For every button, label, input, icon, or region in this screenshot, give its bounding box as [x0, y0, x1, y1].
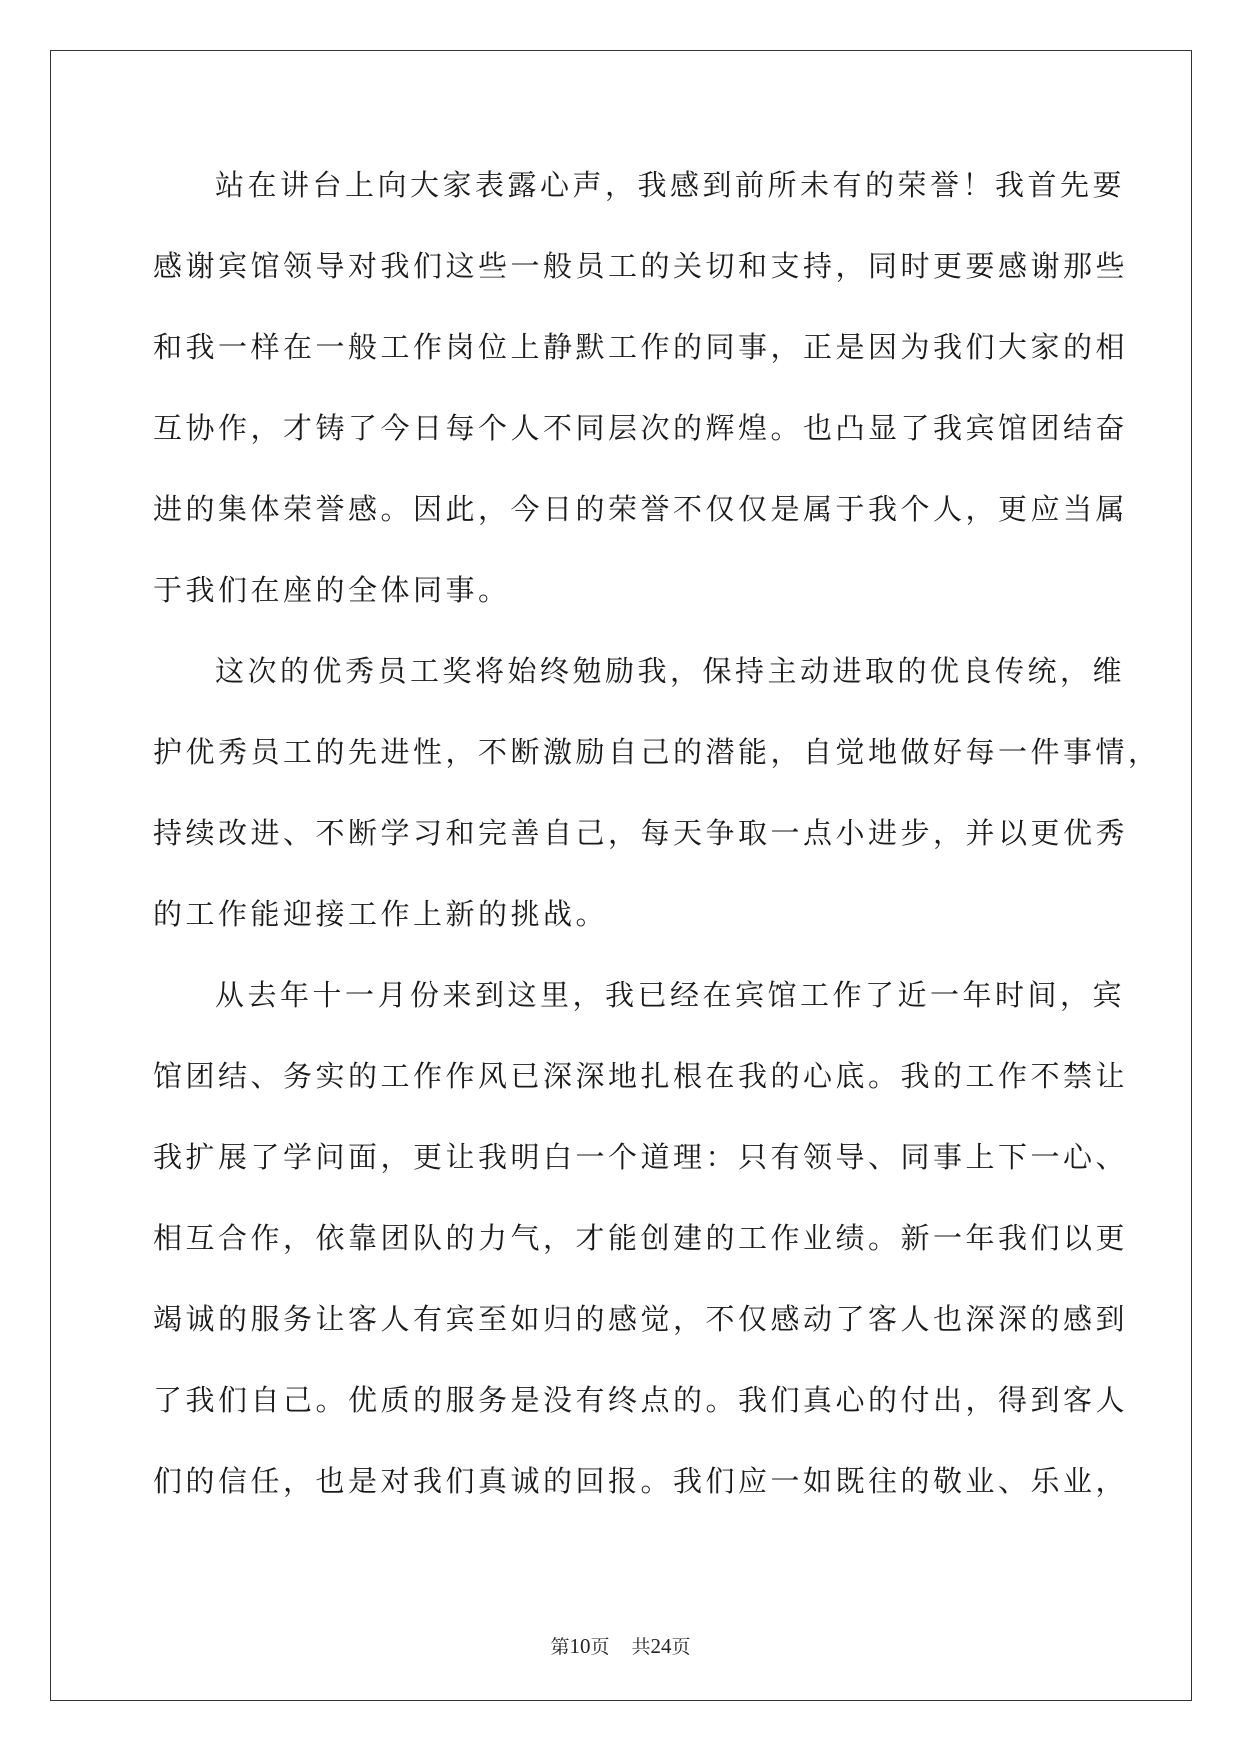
paragraph-1: [153, 165, 1129, 651]
text-line: 相互合作，依靠团队的力气，才能创建的工作业绩。新一年我们以更: [153, 1221, 1129, 1255]
text-line: 和我一样在一般工作岗位上静默工作的同事，正是因为我们大家的相: [153, 330, 1129, 364]
page-suffix: 页: [590, 1637, 610, 1658]
text-line: 持续改进、不断学习和完善自己，每天争取一点小进步，并以更优秀: [153, 816, 1129, 850]
text-line: 我扩展了学问面，更让我明白一个道理：只有领导、同事上下一心、: [153, 1140, 1129, 1174]
text-line: 馆团结、务实的工作作风已深深地扎根在我的心底。我的工作不禁让: [153, 1059, 1129, 1093]
paragraph-3: [153, 975, 1129, 1542]
text-line: 从去年十一月份来到这里，我已经在宾馆工作了近一年时间，宾: [215, 978, 1126, 1012]
text-line: 们的信任，也是对我们真诚的回报。我们应一如既往的敬业、乐业，: [153, 1464, 1129, 1498]
page-prefix: 第: [550, 1637, 570, 1658]
text-line: 进的集体荣誉感。因此，今日的荣誉不仅仅是属于我个人，更应当属: [153, 492, 1129, 526]
document-body: [153, 165, 1161, 1542]
text-line: 竭诚的服务让客人有宾至如归的感觉，不仅感动了客人也深深的感到: [153, 1302, 1129, 1336]
text-line: 于我们在座的全体同事。: [153, 573, 511, 607]
total-suffix: 页: [671, 1637, 691, 1658]
text-line: 互协作，才铸了今日每个人不同层次的辉煌。也凸显了我宾馆团结奋: [153, 411, 1129, 445]
text-line: 的工作能迎接工作上新的挑战。: [153, 897, 609, 931]
page-number: 10: [569, 1634, 591, 1658]
page-footer: [0, 1632, 1241, 1659]
text-line: 护优秀员工的先进性，不断激励自己的潜能，自觉地做好每一件事情，: [153, 735, 1161, 769]
total-pages: 24: [650, 1634, 672, 1658]
text-line: 了我们自己。优质的服务是没有终点的。我们真心的付出，得到客人: [153, 1383, 1129, 1417]
text-line: 感谢宾馆领导对我们这些一般员工的关切和支持，同时更要感谢那些: [153, 249, 1129, 283]
total-prefix: 共: [631, 1637, 651, 1658]
text-line: 站在讲台上向大家表露心声，我感到前所未有的荣誉！我首先要: [215, 168, 1126, 202]
text-line: 这次的优秀员工奖将始终勉励我，保持主动进取的优良传统，维: [215, 654, 1126, 688]
paragraph-2: [153, 651, 1161, 975]
